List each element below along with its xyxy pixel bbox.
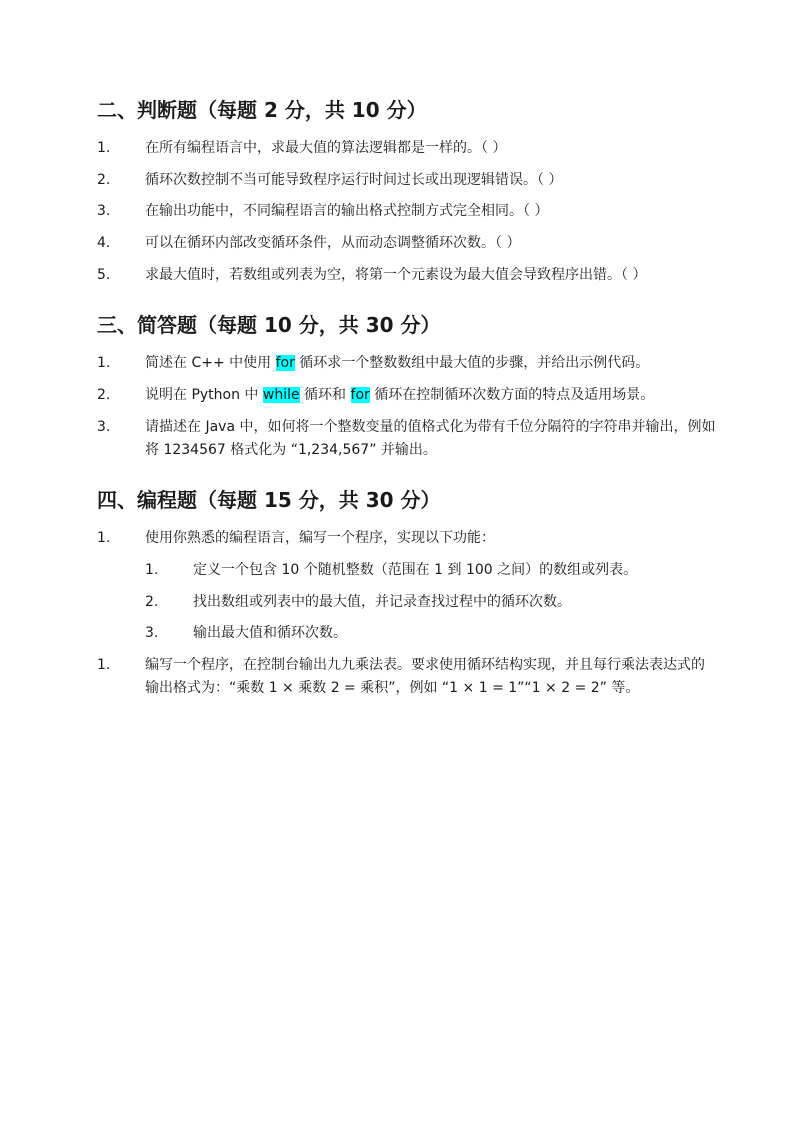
- item-text: 找出数组或列表中的最大值，并记录查找过程中的循环次数。: [193, 594, 571, 610]
- list-item: [97, 384, 717, 407]
- list-item: [97, 137, 717, 160]
- highlight-keyword: for: [350, 387, 370, 403]
- item-text: 请描述在 Java 中，如何将一个整数变量的值格式化为带有千位分隔符的字符串并输出，例如将 1234567 格式化为 “1,234,567” 并输出。: [145, 419, 716, 458]
- item-number: 1.: [97, 530, 111, 546]
- item-number: 3.: [145, 625, 159, 641]
- list-item: [97, 200, 717, 223]
- item-text: 循环次数控制不当可能导致程序运行时间过长或出现逻辑错误。（ ）: [145, 172, 563, 188]
- highlight-keyword: for: [275, 355, 295, 371]
- item-text: 输出最大值和循环次数。: [193, 625, 347, 641]
- item-text: 求最大值时，若数组或列表为空，将第一个元素设为最大值会导致程序出错。（ ）: [145, 267, 647, 283]
- item-number: 2.: [97, 387, 111, 403]
- section-title-true-false: 二、判断题（每题 2 分，共 10 分）: [97, 98, 427, 122]
- list-item: [97, 352, 717, 375]
- item-number: 3.: [97, 203, 111, 219]
- list-item: [97, 232, 717, 255]
- item-number: 1.: [97, 140, 111, 156]
- item-number: 5.: [97, 267, 111, 283]
- item-number: 1.: [97, 657, 111, 673]
- item-text: 在输出功能中，不同编程语言的输出格式控制方式完全相同。（ ）: [145, 203, 549, 219]
- item-number: 4.: [97, 235, 111, 251]
- item-text: 定义一个包含 10 个随机整数（范围在 1 到 100 之间）的数组或列表。: [193, 562, 638, 578]
- highlight-keyword: while: [262, 387, 300, 403]
- sub-list-item: [145, 591, 705, 614]
- item-text: 使用你熟悉的编程语言，编写一个程序，实现以下功能：: [145, 530, 495, 546]
- item-number: 1.: [145, 562, 159, 578]
- item-number: 3.: [97, 419, 111, 435]
- item-number: 1.: [97, 355, 111, 371]
- item-text: 简述在 C++ 中使用 for 循环求一个整数数组中最大值的步骤，并给出示例代码。: [145, 355, 650, 371]
- list-item: [97, 527, 717, 550]
- list-item: [97, 264, 717, 287]
- item-text: 编写一个程序，在控制台输出九九乘法表。要求使用循环结构实现，并且每行乘法表达式的输出格式为：“乘数 1 × 乘数 2 = 乘积”，例如 “1 × 1 = 1”“1 × 2 = 2” 等。: [145, 657, 705, 696]
- item-number: 2.: [97, 172, 111, 188]
- list-item: [97, 416, 717, 462]
- list-item: [97, 169, 717, 192]
- sub-list-item: [145, 559, 705, 582]
- section-title-short-answer: 三、简答题（每题 10 分，共 30 分）: [97, 313, 441, 337]
- item-text: 在所有编程语言中，求最大值的算法逻辑都是一样的。（ ）: [145, 140, 507, 156]
- item-number: 2.: [145, 594, 159, 610]
- section-title-programming: 四、编程题（每题 15 分，共 30 分）: [97, 488, 441, 512]
- list-item: [97, 654, 717, 700]
- item-text: 说明在 Python 中 while 循环和 for 循环在控制循环次数方面的特点及适用场景。: [145, 387, 655, 403]
- sub-list-item: [145, 622, 705, 645]
- item-text: 可以在循环内部改变循环条件，从而动态调整循环次数。（ ）: [145, 235, 521, 251]
